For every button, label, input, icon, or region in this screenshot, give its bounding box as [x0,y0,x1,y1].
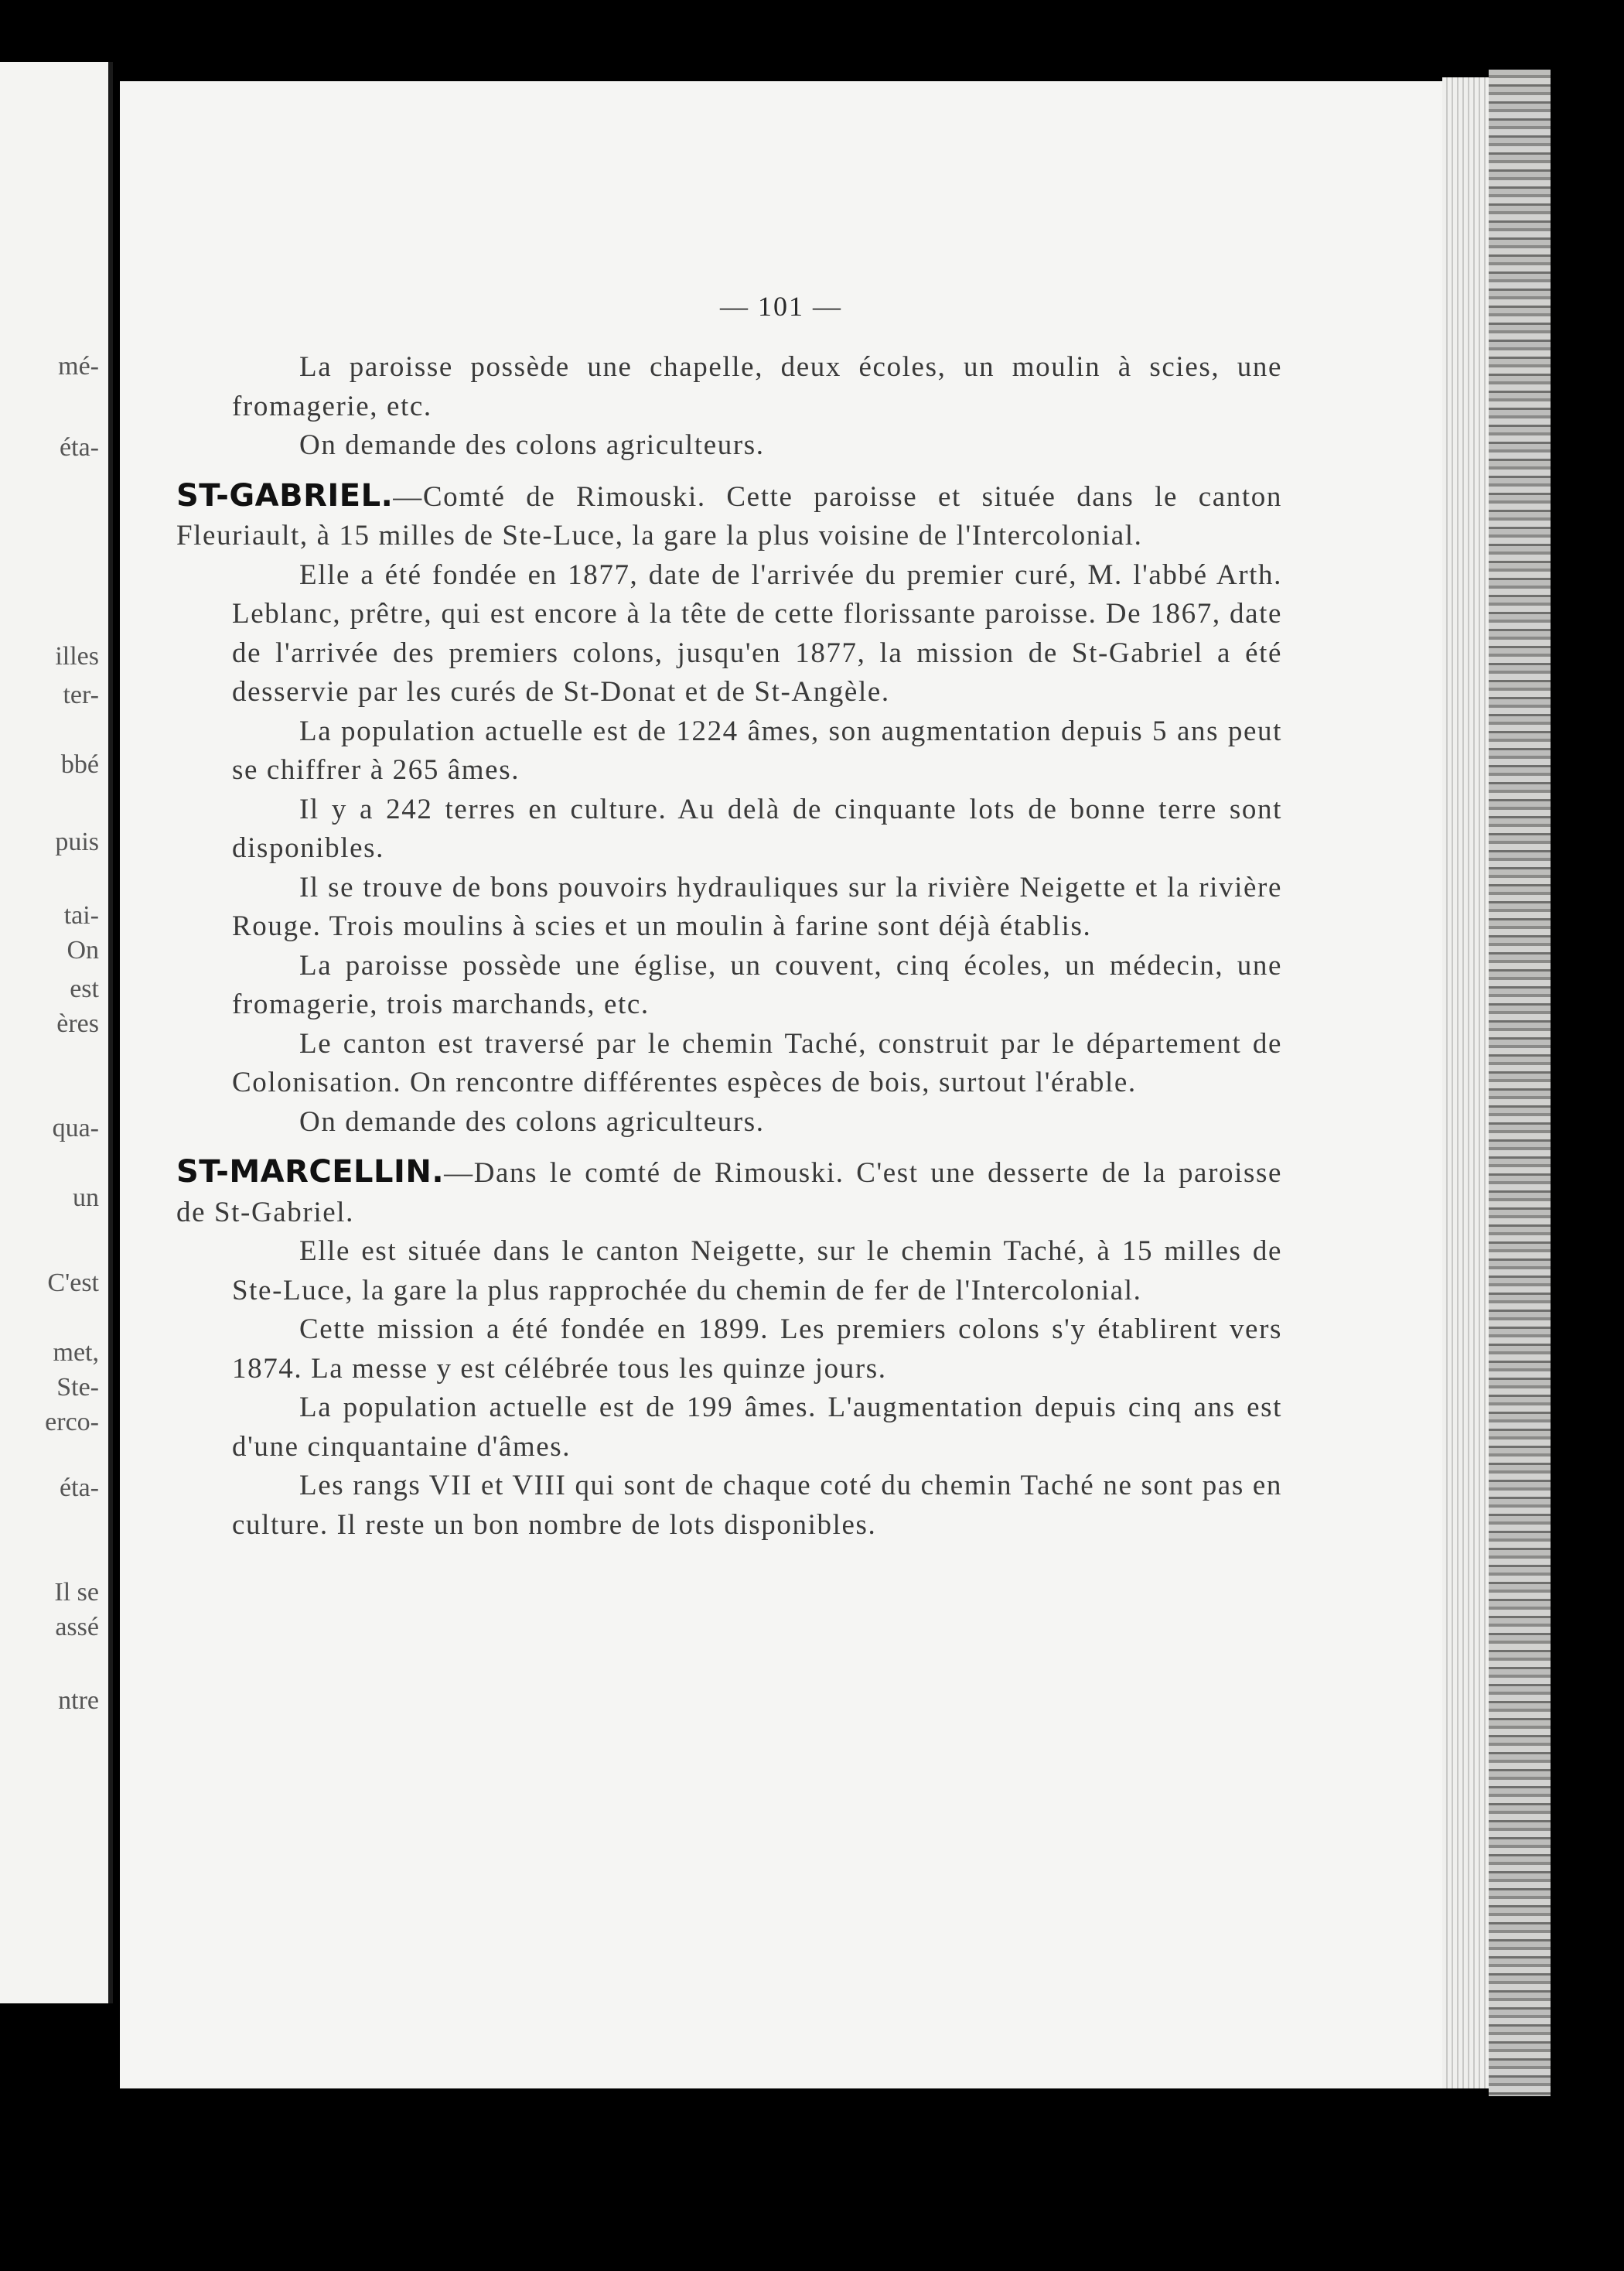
entry-lead-paragraph [176,476,1282,556]
entry-lead-paragraph [176,1153,1282,1232]
entry-paragraph: Elle est située dans le canton Neigette, sur le chemin Taché, à 15 milles de Ste-Luce, la gare la plus rapprochée du chemin de fer de l'Intercolonial. [232,1235,1282,1306]
page-stack-edges [1442,77,1489,2088]
left-page-text-fragment: puis [55,828,99,856]
page-number: — 101 — [720,291,842,322]
left-page-text-fragment: ter- [63,681,99,709]
entry-paragraph: Il se trouve de bons pouvoirs hydrauliques sur la rivière Neigette et la rivière Rouge. Trois moulins à scies et un moulin à farine sont déjà établis. [232,871,1282,942]
left-page-text-fragment: erco- [45,1408,99,1436]
entry-lead-text: —Dans le comté de Rimouski. C'est une desserte de la paroisse de St-Gabriel. [176,1157,1282,1228]
left-page-text-fragment: Ste- [56,1373,99,1402]
left-page-margin [0,62,113,2003]
book-edge-texture [1489,70,1551,2096]
entry-paragraph: Le canton est traversé par le chemin Taché, construit par le département de Colonisation. On rencontre différentes espèces de bois, surtout l'érable. [232,1027,1282,1098]
left-page-text-fragment: mé- [58,352,99,381]
entry-paragraph: Elle a été fondée en 1877, date de l'arrivée du premier curé, M. l'abbé Arth. Leblanc, prêtre, qui est encore à la tête de cette florissante paroisse. De 1867, date de l'arrivée des premiers colons, jusqu'en 1877, la mission de St-Gabriel a été desservie par les curés de St-Donat et de St-Angèle. [232,558,1282,708]
entry-paragraph: Cette mission a été fondée en 1899. Les premiers colons s'y établirent vers 1874. La messe y est célébrée tous les quinze jours. [232,1313,1282,1385]
entry-heading: ST-MARCELLIN. [176,1154,445,1190]
left-page-text-fragment: un [73,1183,99,1212]
left-page-text-fragment: met, [53,1338,99,1367]
book-page [120,81,1442,2088]
left-page-text-fragment: tai- [63,901,99,930]
left-page-text-fragment: ères [56,1009,99,1038]
intro-paragraph: On demande des colons agriculteurs. [299,429,765,461]
entry-paragraph: La paroisse possède une église, un couvent, cinq écoles, un médecin, une fromagerie, trois marchands, etc. [232,949,1282,1020]
page-body [176,348,1282,1545]
entry-heading: ST-GABRIEL. [176,477,394,514]
left-page-text-fragment: illes [55,642,99,671]
intro-paragraph: La paroisse possède une chapelle, deux écoles, un moulin à scies, une fromagerie, etc. [232,351,1282,422]
entry-paragraph: La population actuelle est de 1224 âmes, son augmentation depuis 5 ans peut se chiffrer à 265 âmes. [232,715,1282,786]
left-page-text-fragment: bbé [60,750,99,779]
entry-st-marcellin [176,1153,1282,1545]
left-page-text-fragment: assé [55,1613,99,1641]
entry-paragraph: La population actuelle est de 199 âmes. L'augmentation depuis cinq ans est d'une cinquantaine d'âmes. [232,1392,1282,1463]
left-page-text-fragment: éta- [60,433,99,462]
left-page-text-fragment: éta- [60,1474,99,1502]
entry-paragraph: On demande des colons agriculteurs. [299,1105,765,1138]
entry-paragraph: Les rangs VII et VIII qui sont de chaque coté du chemin Taché ne sont pas en culture. Il reste un bon nombre de lots disponibles. [232,1470,1282,1541]
left-page-text-fragment: On [67,936,99,965]
left-page-text-fragment: Il se [54,1578,99,1607]
left-page-text-fragment: qua- [52,1114,99,1142]
entry-paragraph: Il y a 242 terres en culture. Au delà de cinquante lots de bonne terre sont disponibles. [232,793,1282,864]
entry-st-gabriel [176,476,1282,1142]
entry-lead-text: —Comté de Rimouski. Cette paroisse et située dans le canton Fleuriault, à 15 milles de Ste-Luce, la gare la plus voisine de l'Intercolonial. [176,480,1282,552]
left-page-text-fragment: ntre [58,1686,99,1715]
left-page-text-fragment: est [70,975,99,1003]
left-page-text-fragment: C'est [47,1269,99,1297]
